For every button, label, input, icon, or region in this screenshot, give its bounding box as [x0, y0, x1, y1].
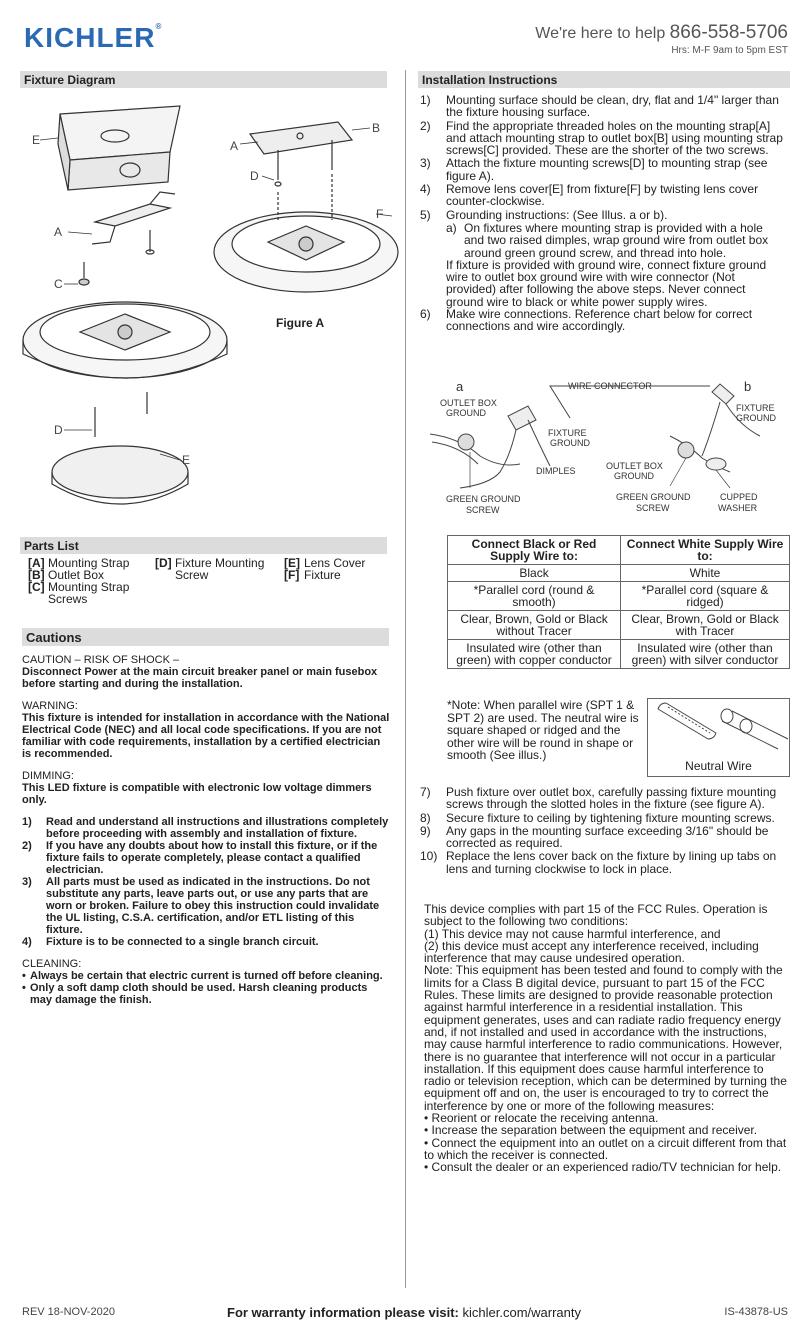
step-5a — [420, 222, 785, 259]
item-text: Fixture is to be connected to a single branch circuit. — [46, 936, 319, 948]
cleaning-list — [22, 970, 392, 1006]
step-text: Push fixture over outlet box, carefully passing fixture mounting screws through the slotted holes in the fixture (see figure A). — [446, 785, 777, 812]
grounding-illustration — [420, 376, 790, 522]
part-key: [A] — [28, 556, 45, 570]
fixture-label: FIXTURE — [548, 428, 587, 438]
outlet-box-label-b: OUTLET BOX — [606, 461, 663, 471]
help-contact — [535, 22, 788, 56]
parts-col-3 — [284, 557, 394, 581]
list-item — [22, 970, 392, 982]
table-header-row — [448, 536, 790, 565]
fixture-diagram-heading: Fixture Diagram — [20, 71, 387, 88]
ground-label-b: GROUND — [736, 413, 776, 423]
step-text: Remove lens cover[E] from fixture[F] by twisting lens cover counter-clockwise. — [446, 182, 759, 209]
item-text: If you have any doubts about how to install this fixture, or if the fixture fails to operate completely, please contact a qualified electrician. — [46, 840, 378, 876]
dimples-label: DIMPLES — [536, 466, 576, 476]
step-text: Secure fixture to ceiling by tightening fixture mounting screws. — [446, 810, 775, 825]
shock-title: CAUTION – RISK OF SHOCK – — [22, 654, 180, 666]
step-text: Find the appropriate threaded holes on the mounting strap[A] and attach mounting strap to outlet box[B] using mounting strap screws[C] provided. These are the shorter of the two screws. — [446, 118, 783, 158]
step-6 — [420, 308, 785, 333]
warranty-link[interactable]: kichler.com/warranty — [462, 1305, 581, 1320]
parts-col-2 — [155, 557, 265, 581]
part-c — [28, 581, 150, 605]
step-number: 8) — [420, 810, 431, 825]
label-e: E — [182, 453, 191, 467]
fcc-intro: This device complies with part 15 of the FCC Rules. Operation is subject to the following two conditions: — [424, 902, 768, 929]
step-5 — [420, 209, 785, 221]
green-ground-label: GREEN GROUND — [446, 494, 521, 504]
screw-label: SCREW — [466, 505, 500, 515]
help-text: We're here to help — [535, 25, 670, 42]
dimming-text: This LED fixture is compatible with electronic low voltage dimmers only. — [22, 782, 372, 806]
table-row — [448, 640, 790, 669]
part-key: [E] — [284, 556, 300, 570]
fixture-exploded-diagram — [20, 92, 400, 522]
washer-label: WASHER — [718, 503, 758, 513]
parts-list-heading: Parts List — [20, 537, 387, 554]
table-cell: Black — [448, 565, 621, 582]
item-number: 2) — [22, 840, 32, 852]
cautions-body — [22, 654, 392, 1006]
item-text: Read and understand all instructions and illustrations completely before proceeding with assembly and installation of fixture. — [46, 816, 389, 840]
cleaning-title: CLEANING: — [22, 958, 82, 970]
label-c: C — [54, 277, 63, 291]
item-text: Only a soft damp cloth should be used. Harsh cleaning products may damage the finish. — [30, 982, 368, 1006]
fcc-measure: • Connect the equipment into an outlet on a circuit different from that to which the receiver is connected. — [424, 1135, 787, 1162]
document-id: IS-43878-US — [724, 1306, 788, 1318]
warning-text: This fixture is intended for installation in accordance with the National Electrical Code (NEC) and all local code specifications. If you are not familiar with code requirements, installation by a certified electrician is recommended. — [22, 712, 390, 760]
table-cell: Clear, Brown, Gold or Black without Tracer — [448, 611, 621, 640]
step-number: 7) — [420, 785, 431, 799]
table-cell: Insulated wire (other than green) with silver conductor — [621, 640, 790, 669]
part-f — [284, 569, 394, 581]
table-cell: *Parallel cord (square & ridged) — [621, 582, 790, 611]
outlet-box-label: OUTLET BOX — [440, 398, 497, 408]
column-divider — [405, 70, 406, 1288]
step-5-note: If fixture is provided with ground wire, connect fixture ground wire to outlet box ground wire with wire connector (Not provided) after following the above steps. Never connect ground wire to black or white power supply wires. — [446, 257, 767, 309]
ground-label: GROUND — [446, 408, 486, 418]
step-text: Make wire connections. Reference chart below for correct connections and wire accordingly. — [446, 307, 753, 334]
table-row — [448, 582, 790, 611]
step-number: 4) — [420, 182, 431, 197]
fcc-statement — [424, 903, 788, 1174]
label-d: D — [54, 423, 63, 437]
wire-connector-label: WIRE CONNECTOR — [568, 381, 652, 391]
fcc-measure: • Consult the dealer or an experienced radio/TV technician for help. — [424, 1160, 782, 1175]
ground-label-b2: GROUND — [614, 471, 654, 481]
warranty-label: For warranty information please visit: — [227, 1305, 463, 1320]
illus-b-label: b — [744, 379, 752, 394]
illus-a-label: a — [456, 379, 464, 394]
fixture-label-b: FIXTURE — [736, 403, 775, 413]
step-number: a) — [446, 220, 457, 235]
parallel-wire-icon — [648, 699, 789, 757]
label-a-figure: A — [230, 139, 239, 153]
table-row — [448, 565, 790, 582]
table-cell: White — [621, 565, 790, 582]
neutral-wire-label: Neutral Wire — [685, 759, 752, 773]
item-number: 3) — [22, 876, 32, 888]
step-number: 6) — [420, 307, 431, 322]
step-text: Any gaps in the mounting surface exceeding 3/16" should be corrected as required. — [446, 823, 769, 851]
wire-connection-table — [447, 535, 790, 669]
step-3 — [420, 157, 785, 182]
fcc-note: Note: This equipment has been tested and found to comply with the limits for a Class B digital device, pursuant to part 15 of the FCC Rules. These limits are designed to provide reasonable protection against harmful interference in a residential installation. This equipment generates, uses and can radiate radio frequency energy and, if not installed and used in accordance with the instructions, may cause harmful interference to radio communications. However, there is no guarantee that interference will not occur in a particular installation. If this equipment does cause harmful interference to radio or television reception, which can be determined by turning the equipment off and on, the user is encouraged to try to correct the interference by one or more of the following measures: — [424, 963, 787, 1113]
shock-block — [22, 654, 392, 690]
ground-label: GROUND — [550, 438, 590, 448]
phone-number[interactable]: 866-558-5706 — [669, 22, 788, 43]
cautions-heading: Cautions — [22, 628, 389, 646]
part-key: [C] — [28, 580, 45, 594]
list-item — [22, 876, 392, 936]
step-1 — [420, 94, 785, 119]
neutral-wire-illustration — [647, 698, 790, 777]
column-header: Connect Black or Red Supply Wire to: — [448, 536, 621, 565]
table-cell: Insulated wire (other than green) with copper conductor — [448, 640, 621, 669]
revision-date: REV 18-NOV-2020 — [22, 1306, 115, 1318]
installation-steps-2 — [420, 786, 785, 876]
fcc-measure: • Reorient or relocate the receiving antenna. — [424, 1111, 659, 1126]
step-text: Attach the fixture mounting screws[D] to mounting strap (see figure A). — [446, 156, 768, 183]
item-number: 1) — [22, 816, 32, 828]
shock-text: Disconnect Power at the main circuit breaker panel or main fusebox before starting and during the installation. — [22, 666, 378, 690]
table-row — [448, 611, 790, 640]
installation-steps — [420, 94, 785, 334]
registered-mark: ® — [155, 22, 162, 31]
installation-heading: Installation Instructions — [418, 71, 790, 88]
list-item — [22, 982, 392, 1006]
step-text: On fixtures where mounting strap is provided with a hole and two raised dimples, wrap ground wire from outlet box around green ground screw, and thread into hole. — [464, 220, 769, 260]
step-number: 9) — [420, 823, 431, 838]
label-f-figure: F — [376, 207, 384, 221]
part-key: [B] — [28, 568, 45, 582]
bullet: • — [22, 982, 26, 994]
step-10 — [420, 850, 785, 875]
part-text: Mounting Strap Screws — [48, 580, 130, 606]
dimming-title: DIMMING: — [22, 770, 74, 782]
screw-label-b: SCREW — [636, 503, 670, 513]
table-cell: *Parallel cord (round & smooth) — [448, 582, 621, 611]
parts-col-1 — [28, 557, 150, 605]
step-2 — [420, 120, 785, 157]
part-text: Fixture Mounting Screw — [175, 556, 265, 582]
step-8 — [420, 812, 785, 824]
step-text: Grounding instructions: (See Illus. a or b). — [446, 207, 668, 222]
list-item — [22, 936, 392, 948]
part-text: Outlet Box — [48, 568, 105, 582]
step-9 — [420, 825, 785, 850]
caution-list — [22, 816, 392, 948]
step-text: Replace the lens cover back on the fixture by lining up tabs on lens and turning clockwise to lock in place. — [446, 849, 777, 876]
list-item — [22, 840, 392, 876]
step-number: 2) — [420, 118, 431, 133]
warning-title: WARNING: — [22, 700, 78, 712]
bullet: • — [22, 970, 26, 982]
list-item — [22, 816, 392, 840]
label-a: A — [54, 225, 63, 239]
item-text: All parts must be used as indicated in the instructions. Do not substitute any parts, leave parts out, or use any parts that are worn or broken. Failure to obey this instruction could invalidate the UL listing, C.S.A. certification, and/or ETL listing of this fixture. — [46, 876, 380, 936]
part-text: Fixture — [304, 568, 341, 582]
fcc-condition-1: (1) This device may not cause harmful interference, and — [424, 926, 721, 941]
step-number: 10) — [420, 849, 438, 864]
item-number: 4) — [22, 936, 32, 948]
figure-a-caption: Figure A — [276, 316, 325, 330]
fcc-condition-2: (2) this device must accept any interference received, including interference that may cause undesired operation. — [424, 938, 759, 966]
part-d — [155, 557, 265, 581]
step-number: 1) — [420, 93, 431, 107]
warranty-info — [0, 1305, 808, 1320]
hours-text: Hrs: M-F 9am to 5pm EST — [671, 45, 788, 56]
step-text: Mounting surface should be clean, dry, flat and 1/4" larger than the fixture housing surface. — [446, 93, 779, 120]
step-4 — [420, 183, 785, 208]
green-ground-label-b: GREEN GROUND — [616, 492, 691, 502]
dimming-block — [22, 770, 392, 806]
part-key: [F] — [284, 568, 300, 582]
parallel-wire-note: *Note: When parallel wire (SPT 1 & SPT 2) are used. The neutral wire is square shaped or ridged and the other wire will be round in shape or smooth (See illus.) — [447, 698, 639, 762]
logo-text: KICHLER — [24, 22, 156, 53]
item-text: Always be certain that electric current is turned off before cleaning. — [30, 970, 383, 982]
fcc-measure: • Increase the separation between the equipment and receiver. — [424, 1123, 758, 1138]
table-cell: Clear, Brown, Gold or Black with Tracer — [621, 611, 790, 640]
step-number: 3) — [420, 156, 431, 171]
label-d-figure: D — [250, 169, 259, 183]
label-b: E — [32, 133, 41, 147]
column-header: Connect White Supply Wire to: — [621, 536, 790, 565]
step-number: 5) — [420, 207, 431, 222]
cupped-label: CUPPED — [720, 492, 758, 502]
warning-block — [22, 700, 392, 760]
part-key: [D] — [155, 556, 172, 570]
step-7 — [420, 786, 785, 811]
part-text: Lens Cover — [304, 556, 366, 570]
kichler-logo — [24, 22, 161, 54]
part-text: Mounting Strap — [48, 556, 130, 570]
label-b-figure: B — [372, 121, 381, 135]
